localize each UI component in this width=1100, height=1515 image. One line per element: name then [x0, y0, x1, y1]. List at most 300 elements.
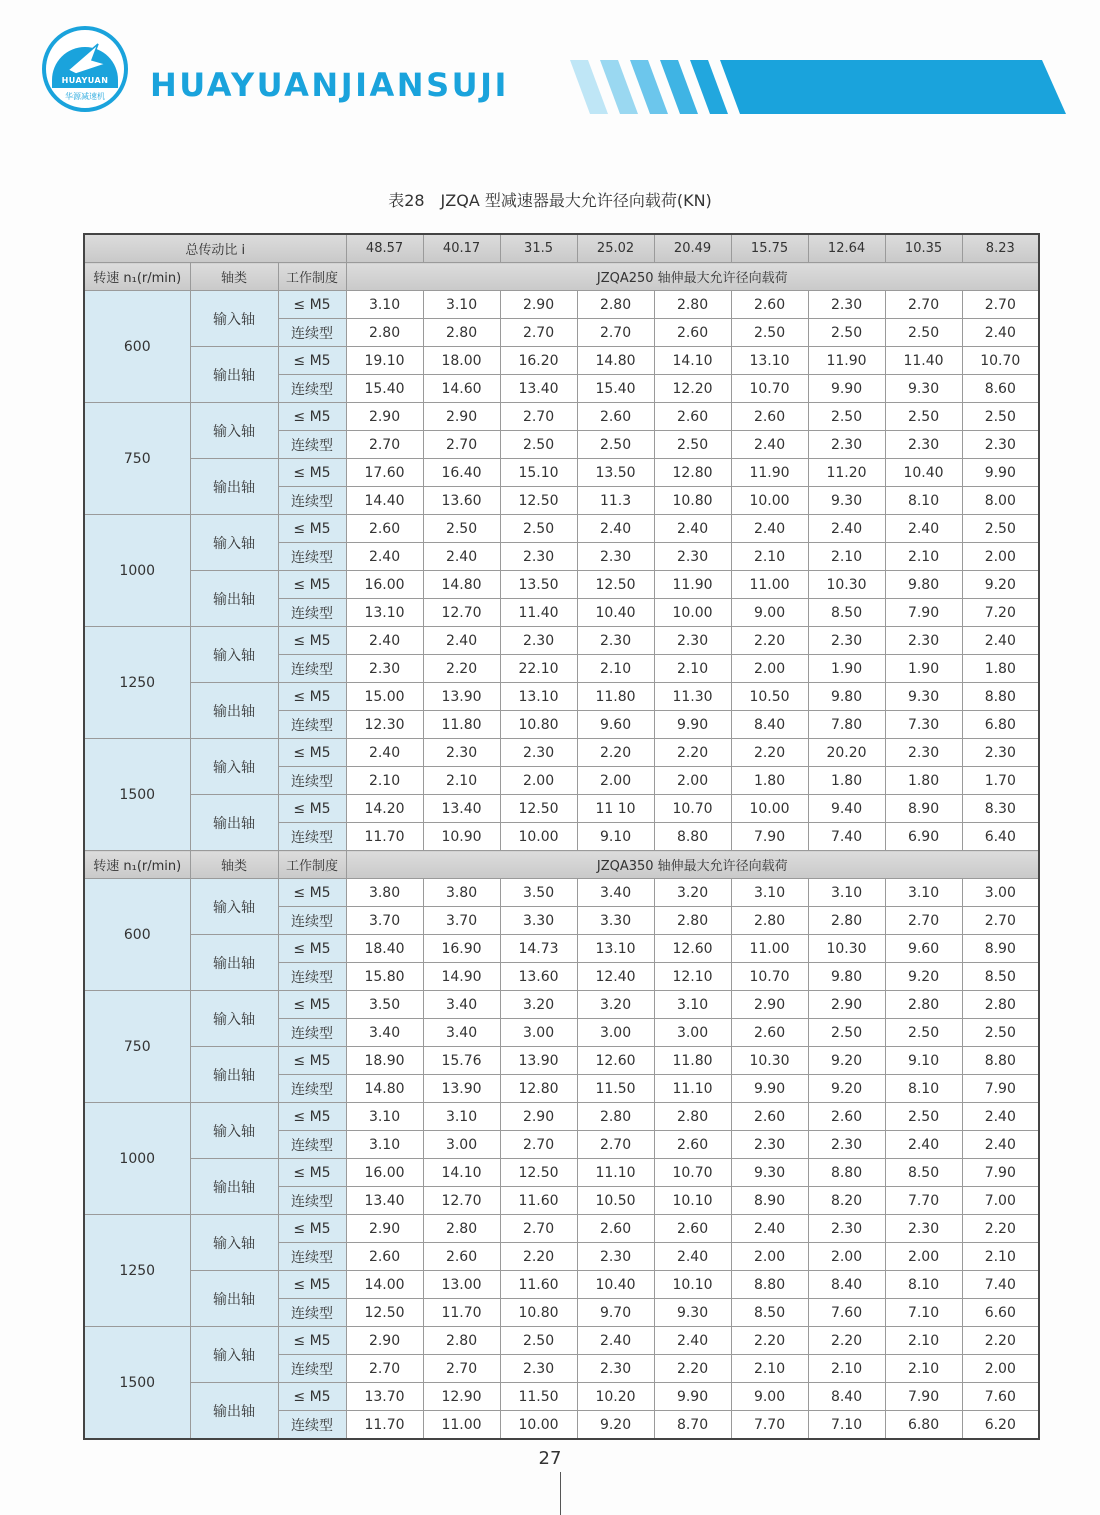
load-value: 2.80	[423, 1327, 500, 1355]
load-value: 2.20	[423, 655, 500, 683]
load-value: 2.30	[808, 431, 885, 459]
table-row	[84, 347, 1039, 375]
load-value: 2.00	[731, 655, 808, 683]
load-value: 7.60	[962, 1383, 1039, 1411]
load-value: 14.73	[500, 935, 577, 963]
load-value: 2.40	[731, 1215, 808, 1243]
load-value: 10.00	[731, 795, 808, 823]
load-value: 15.80	[346, 963, 423, 991]
load-value: 2.20	[962, 1215, 1039, 1243]
duty-m5: ≤ M5	[278, 1383, 346, 1411]
load-value: 3.40	[423, 991, 500, 1019]
load-value: 10.10	[654, 1187, 731, 1215]
load-value: 12.50	[500, 795, 577, 823]
duty-continuous: 连续型	[278, 1019, 346, 1047]
load-value: 7.80	[808, 711, 885, 739]
load-value: 2.60	[654, 319, 731, 347]
load-value: 9.20	[808, 1047, 885, 1075]
speed-column-header: 转速 n₁(r/min)	[84, 263, 190, 291]
load-value: 3.40	[423, 1019, 500, 1047]
load-value: 2.60	[577, 403, 654, 431]
load-value: 2.50	[500, 431, 577, 459]
shaft-column-header: 轴类	[190, 263, 278, 291]
load-value: 7.60	[808, 1299, 885, 1327]
logo-text-cn: 华源减速机	[65, 92, 105, 101]
load-value: 2.00	[885, 1243, 962, 1271]
load-value: 3.00	[423, 1131, 500, 1159]
load-value: 2.70	[500, 1131, 577, 1159]
load-value: 2.60	[346, 1243, 423, 1271]
load-value: 2.00	[731, 1243, 808, 1271]
load-value: 2.50	[808, 403, 885, 431]
load-value: 12.40	[577, 963, 654, 991]
load-value: 11.40	[885, 347, 962, 375]
load-value: 11.50	[577, 1075, 654, 1103]
load-value: 18.40	[346, 935, 423, 963]
shaft-input: 输入轴	[190, 879, 278, 935]
load-value: 2.40	[346, 739, 423, 767]
brand-name: HUAYUANJIANSUJI	[150, 66, 509, 104]
duty-m5: ≤ M5	[278, 683, 346, 711]
section-header-row	[84, 263, 1039, 291]
speed-value: 1000	[84, 515, 190, 627]
shaft-input: 输入轴	[190, 1327, 278, 1383]
load-value: 10.00	[500, 823, 577, 851]
load-value: 11.3	[577, 487, 654, 515]
load-value: 2.20	[731, 627, 808, 655]
page-header	[0, 0, 1100, 130]
load-value: 8.50	[808, 599, 885, 627]
duty-m5: ≤ M5	[278, 1271, 346, 1299]
duty-m5: ≤ M5	[278, 935, 346, 963]
load-value: 2.50	[500, 515, 577, 543]
load-value: 11.80	[654, 1047, 731, 1075]
load-value: 2.60	[423, 1243, 500, 1271]
load-value: 2.60	[731, 291, 808, 319]
load-value: 2.30	[500, 1355, 577, 1383]
load-value: 9.20	[885, 963, 962, 991]
load-value: 2.40	[885, 515, 962, 543]
load-value: 9.70	[577, 1299, 654, 1327]
load-value: 12.60	[577, 1047, 654, 1075]
table-row	[84, 935, 1039, 963]
duty-m5: ≤ M5	[278, 291, 346, 319]
load-value: 2.50	[577, 431, 654, 459]
load-value: 13.50	[500, 571, 577, 599]
load-value: 3.00	[500, 1019, 577, 1047]
load-value: 2.70	[885, 291, 962, 319]
load-value: 2.30	[500, 739, 577, 767]
load-value: 9.20	[577, 1411, 654, 1440]
load-value: 12.10	[654, 963, 731, 991]
load-value: 2.40	[808, 515, 885, 543]
load-value: 7.90	[885, 1383, 962, 1411]
load-value: 11.60	[500, 1187, 577, 1215]
load-value: 9.60	[885, 935, 962, 963]
speed-value: 1500	[84, 1327, 190, 1440]
load-value: 11.80	[577, 683, 654, 711]
load-value: 2.70	[500, 1215, 577, 1243]
load-value: 9.20	[962, 571, 1039, 599]
load-value: 15.10	[500, 459, 577, 487]
load-value: 9.80	[808, 683, 885, 711]
ratio-value: 48.57	[346, 234, 423, 263]
load-value: 2.10	[885, 543, 962, 571]
load-value: 2.80	[885, 991, 962, 1019]
header-stripes-decoration	[560, 60, 1070, 114]
load-value: 2.30	[885, 431, 962, 459]
load-value: 8.20	[808, 1187, 885, 1215]
load-value: 8.80	[731, 1271, 808, 1299]
load-value: 13.90	[500, 1047, 577, 1075]
duty-m5: ≤ M5	[278, 1047, 346, 1075]
load-value: 2.80	[962, 991, 1039, 1019]
load-value: 2.50	[808, 1019, 885, 1047]
load-value: 19.10	[346, 347, 423, 375]
load-value: 10.00	[731, 487, 808, 515]
load-value: 10.10	[654, 1271, 731, 1299]
load-value: 11.20	[808, 459, 885, 487]
load-value: 2.30	[500, 627, 577, 655]
load-value: 2.30	[808, 1215, 885, 1243]
duty-continuous: 连续型	[278, 655, 346, 683]
load-value: 10.80	[654, 487, 731, 515]
load-value: 2.80	[731, 907, 808, 935]
load-value: 6.80	[962, 711, 1039, 739]
load-value: 15.00	[346, 683, 423, 711]
load-value: 10.80	[500, 711, 577, 739]
load-value: 2.40	[577, 515, 654, 543]
load-value: 2.40	[654, 1327, 731, 1355]
load-value: 2.10	[731, 543, 808, 571]
load-value: 11.10	[577, 1159, 654, 1187]
load-value: 2.40	[577, 1327, 654, 1355]
load-value: 16.00	[346, 571, 423, 599]
load-value: 10.30	[808, 935, 885, 963]
load-value: 2.40	[654, 1243, 731, 1271]
load-value: 2.70	[423, 431, 500, 459]
load-value: 2.50	[885, 319, 962, 347]
table-row	[84, 683, 1039, 711]
load-value: 7.40	[808, 823, 885, 851]
load-value: 2.10	[346, 767, 423, 795]
load-value: 1.80	[731, 767, 808, 795]
load-value: 11.00	[423, 1411, 500, 1440]
load-value: 2.90	[500, 291, 577, 319]
load-value: 2.30	[577, 1243, 654, 1271]
load-value: 9.80	[885, 571, 962, 599]
table-row	[84, 571, 1039, 599]
load-value: 10.30	[731, 1047, 808, 1075]
load-value: 14.80	[577, 347, 654, 375]
load-value: 13.10	[500, 683, 577, 711]
load-value: 9.30	[885, 683, 962, 711]
load-value: 3.10	[346, 1103, 423, 1131]
load-value: 3.20	[577, 991, 654, 1019]
load-value: 2.10	[885, 1355, 962, 1383]
load-value: 10.70	[731, 375, 808, 403]
duty-continuous: 连续型	[278, 1131, 346, 1159]
load-value: 1.80	[885, 767, 962, 795]
load-value: 10.70	[962, 347, 1039, 375]
duty-m5: ≤ M5	[278, 879, 346, 907]
load-value: 12.60	[654, 935, 731, 963]
load-value: 2.30	[808, 627, 885, 655]
load-value: 8.40	[808, 1271, 885, 1299]
shaft-input: 输入轴	[190, 291, 278, 347]
shaft-output: 输出轴	[190, 347, 278, 403]
load-value: 13.70	[346, 1383, 423, 1411]
ratio-value: 20.49	[654, 234, 731, 263]
load-value: 2.30	[885, 1215, 962, 1243]
load-value: 10.00	[654, 599, 731, 627]
load-value: 10.40	[577, 599, 654, 627]
load-value: 15.76	[423, 1047, 500, 1075]
load-value: 2.90	[500, 1103, 577, 1131]
load-value: 2.40	[346, 627, 423, 655]
load-value: 2.70	[577, 319, 654, 347]
load-value: 2.60	[346, 515, 423, 543]
duty-m5: ≤ M5	[278, 459, 346, 487]
load-value: 3.10	[423, 1103, 500, 1131]
load-value: 13.90	[423, 683, 500, 711]
duty-continuous: 连续型	[278, 1355, 346, 1383]
load-value: 3.30	[577, 907, 654, 935]
load-value: 2.80	[654, 1103, 731, 1131]
load-value: 12.70	[423, 599, 500, 627]
speed-column-header: 转速 n₁(r/min)	[84, 851, 190, 879]
load-value: 13.40	[346, 1187, 423, 1215]
load-value: 2.60	[731, 403, 808, 431]
load-value: 12.30	[346, 711, 423, 739]
load-value: 2.00	[962, 1355, 1039, 1383]
load-value: 11.70	[346, 823, 423, 851]
duty-continuous: 连续型	[278, 767, 346, 795]
logo-text-en: HUAYUAN	[61, 76, 109, 85]
duty-m5: ≤ M5	[278, 1215, 346, 1243]
load-value: 15.40	[346, 375, 423, 403]
table-row	[84, 627, 1039, 655]
load-value: 3.00	[962, 879, 1039, 907]
shaft-output: 输出轴	[190, 683, 278, 739]
load-value: 13.40	[423, 795, 500, 823]
load-value: 10.70	[654, 1159, 731, 1187]
load-value: 8.10	[885, 487, 962, 515]
duty-m5: ≤ M5	[278, 1159, 346, 1187]
load-value: 2.30	[885, 627, 962, 655]
duty-m5: ≤ M5	[278, 515, 346, 543]
load-value: 3.50	[500, 879, 577, 907]
load-value: 2.30	[962, 739, 1039, 767]
duty-continuous: 连续型	[278, 963, 346, 991]
load-value: 8.90	[731, 1187, 808, 1215]
load-value: 2.30	[577, 627, 654, 655]
load-value: 10.50	[577, 1187, 654, 1215]
shaft-input: 输入轴	[190, 739, 278, 795]
load-value: 2.80	[423, 319, 500, 347]
load-value: 3.10	[346, 1131, 423, 1159]
load-value: 8.70	[654, 1411, 731, 1440]
shaft-input: 输入轴	[190, 515, 278, 571]
load-value: 3.20	[654, 879, 731, 907]
brand-logo	[42, 26, 128, 112]
load-value: 3.00	[654, 1019, 731, 1047]
shaft-input: 输入轴	[190, 627, 278, 683]
load-value: 2.60	[731, 1019, 808, 1047]
load-value: 8.50	[885, 1159, 962, 1187]
load-value: 11.50	[500, 1383, 577, 1411]
load-value: 6.60	[962, 1299, 1039, 1327]
load-value: 3.10	[654, 991, 731, 1019]
load-value: 1.80	[962, 655, 1039, 683]
shaft-input: 输入轴	[190, 1103, 278, 1159]
duty-continuous: 连续型	[278, 711, 346, 739]
load-value: 11 10	[577, 795, 654, 823]
load-value: 12.50	[577, 571, 654, 599]
duty-m5: ≤ M5	[278, 627, 346, 655]
load-value: 7.90	[962, 1075, 1039, 1103]
load-value: 2.10	[885, 1327, 962, 1355]
load-value: 20.20	[808, 739, 885, 767]
load-value: 8.90	[962, 935, 1039, 963]
table-row	[84, 1159, 1039, 1187]
load-value: 2.80	[423, 1215, 500, 1243]
load-value: 14.10	[423, 1159, 500, 1187]
load-value: 2.30	[962, 431, 1039, 459]
load-value: 2.30	[423, 739, 500, 767]
load-value: 9.90	[731, 1075, 808, 1103]
load-value: 8.40	[731, 711, 808, 739]
load-value: 2.20	[500, 1243, 577, 1271]
load-value: 6.20	[962, 1411, 1039, 1440]
load-value: 2.40	[731, 515, 808, 543]
load-value: 1.90	[885, 655, 962, 683]
speed-value: 1250	[84, 627, 190, 739]
load-value: 2.10	[423, 767, 500, 795]
load-value: 3.10	[885, 879, 962, 907]
speed-value: 750	[84, 403, 190, 515]
table-row	[84, 1047, 1039, 1075]
load-value: 12.50	[500, 1159, 577, 1187]
load-value: 14.20	[346, 795, 423, 823]
speed-value: 1500	[84, 739, 190, 851]
load-value: 14.60	[423, 375, 500, 403]
load-value: 11.40	[500, 599, 577, 627]
table-body	[84, 234, 1039, 1439]
load-value: 3.70	[346, 907, 423, 935]
load-value: 2.80	[577, 291, 654, 319]
load-value: 8.10	[885, 1075, 962, 1103]
duty-continuous: 连续型	[278, 823, 346, 851]
duty-continuous: 连续型	[278, 599, 346, 627]
load-value: 6.40	[962, 823, 1039, 851]
load-value: 2.70	[962, 291, 1039, 319]
load-value: 2.40	[885, 1131, 962, 1159]
shaft-output: 输出轴	[190, 795, 278, 851]
load-value: 2.30	[577, 543, 654, 571]
load-value: 2.40	[346, 543, 423, 571]
load-value: 8.80	[962, 1047, 1039, 1075]
load-value: 2.20	[731, 1327, 808, 1355]
load-value: 9.90	[808, 375, 885, 403]
shaft-output: 输出轴	[190, 1159, 278, 1215]
load-value: 6.90	[885, 823, 962, 851]
speed-value: 1250	[84, 1215, 190, 1327]
load-value: 2.00	[500, 767, 577, 795]
load-value: 2.20	[808, 1327, 885, 1355]
load-value: 12.80	[500, 1075, 577, 1103]
load-value: 2.90	[346, 1327, 423, 1355]
load-value: 7.40	[962, 1271, 1039, 1299]
load-value: 7.90	[731, 823, 808, 851]
load-value: 9.30	[885, 375, 962, 403]
load-value: 2.50	[500, 1327, 577, 1355]
duty-m5: ≤ M5	[278, 739, 346, 767]
ratio-header-row	[84, 234, 1039, 263]
load-value: 10.40	[577, 1271, 654, 1299]
section-title: JZQA350 轴伸最大允许径向载荷	[346, 851, 1039, 879]
shaft-output: 输出轴	[190, 459, 278, 515]
table-caption: 表28 JZQA 型减速器最大允许径向载荷(KN)	[388, 191, 712, 210]
load-value: 2.50	[962, 515, 1039, 543]
load-value: 8.80	[808, 1159, 885, 1187]
load-value: 2.30	[808, 1131, 885, 1159]
load-value: 10.80	[500, 1299, 577, 1327]
load-value: 2.30	[577, 1355, 654, 1383]
load-value: 11.90	[731, 459, 808, 487]
load-value: 8.50	[731, 1299, 808, 1327]
load-value: 6.80	[885, 1411, 962, 1440]
table-row	[84, 795, 1039, 823]
load-value: 14.80	[346, 1075, 423, 1103]
load-value: 11.00	[731, 935, 808, 963]
radial-load-table	[83, 233, 1040, 1440]
ratio-value: 12.64	[808, 234, 885, 263]
duty-m5: ≤ M5	[278, 1327, 346, 1355]
load-value: 2.00	[577, 767, 654, 795]
duty-continuous: 连续型	[278, 375, 346, 403]
duty-continuous: 连续型	[278, 1299, 346, 1327]
load-value: 2.50	[654, 431, 731, 459]
load-value: 2.60	[731, 1103, 808, 1131]
load-value: 7.20	[962, 599, 1039, 627]
load-value: 9.30	[808, 487, 885, 515]
load-value: 14.40	[346, 487, 423, 515]
load-value: 3.50	[346, 991, 423, 1019]
shaft-output: 输出轴	[190, 571, 278, 627]
load-value: 2.50	[962, 403, 1039, 431]
load-value: 1.80	[808, 767, 885, 795]
load-value: 7.90	[885, 599, 962, 627]
load-value: 12.80	[654, 459, 731, 487]
load-value: 2.10	[808, 1355, 885, 1383]
load-value: 2.70	[885, 907, 962, 935]
load-value: 3.80	[423, 879, 500, 907]
load-value: 11.00	[731, 571, 808, 599]
load-value: 12.50	[346, 1299, 423, 1327]
load-value: 12.90	[423, 1383, 500, 1411]
load-value: 7.00	[962, 1187, 1039, 1215]
load-value: 22.10	[500, 655, 577, 683]
table-row	[84, 1327, 1039, 1355]
load-value: 13.60	[423, 487, 500, 515]
load-value: 3.40	[577, 879, 654, 907]
load-value: 3.00	[577, 1019, 654, 1047]
load-value: 2.20	[654, 1355, 731, 1383]
duty-m5: ≤ M5	[278, 795, 346, 823]
shaft-output: 输出轴	[190, 935, 278, 991]
load-value: 11.90	[808, 347, 885, 375]
